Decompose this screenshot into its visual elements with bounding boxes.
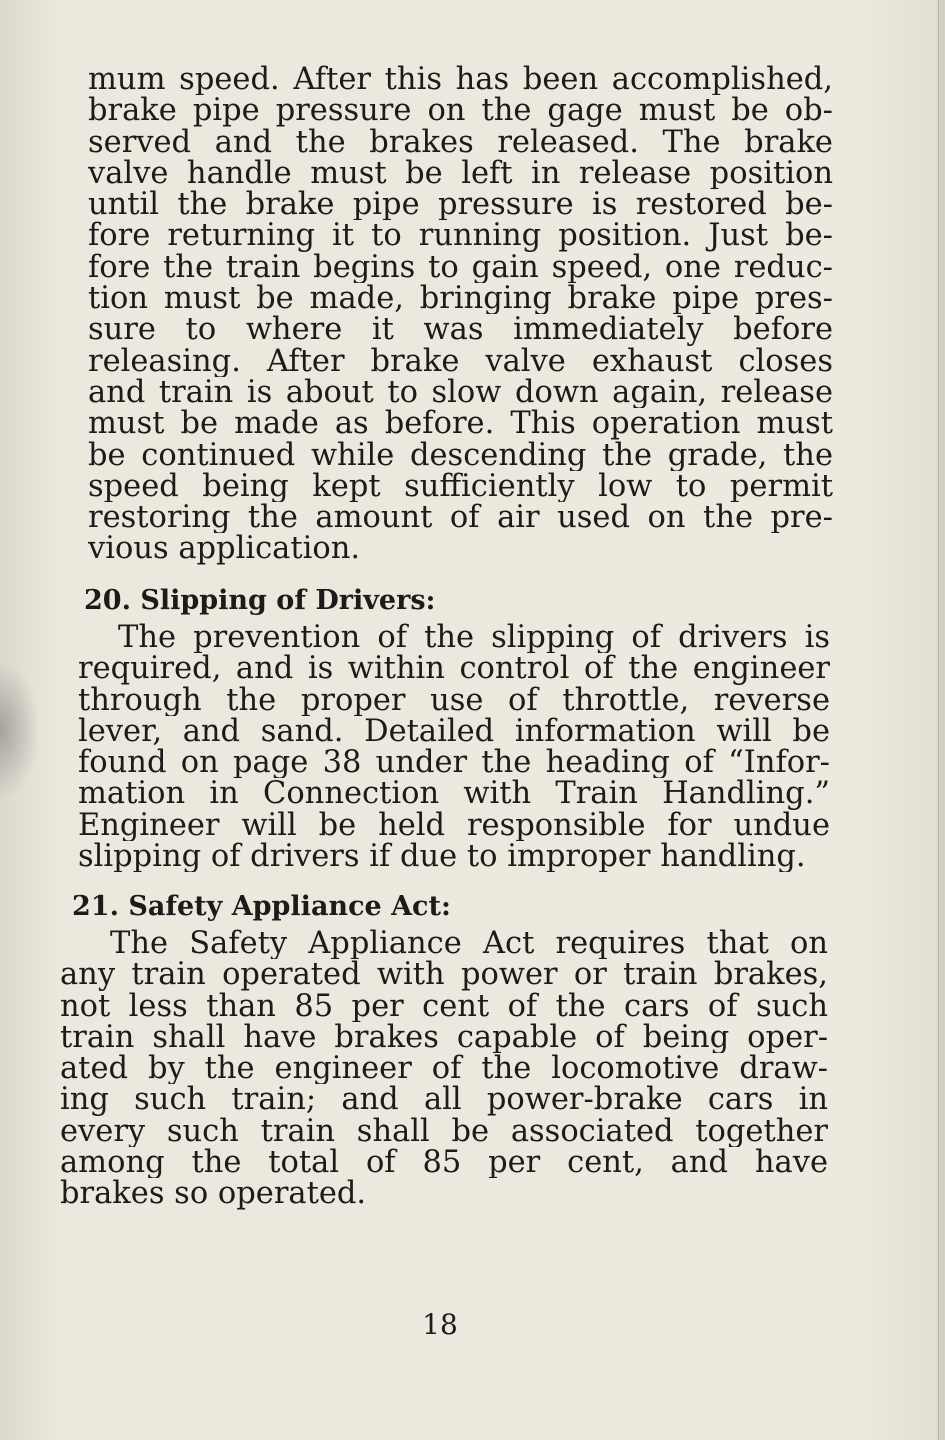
text-line: brake pipe pressure on the gage must be ob-: [88, 95, 833, 127]
text-line: must be made as before. This operation must: [88, 408, 833, 440]
text-line: fore returning it to running position. Just be-: [88, 220, 833, 252]
text-line: mation in Connection with Train Handling.”: [78, 778, 830, 810]
text-line: found on page 38 under the heading of “Infor-: [78, 747, 830, 779]
text-line: Engineer will be held responsible for undue: [78, 809, 830, 842]
text-line: through the proper use of throttle, reverse: [78, 684, 830, 716]
text-line: not less than 85 per cent of the cars of such: [60, 990, 828, 1022]
text-line: restoring the amount of air used on the pre-: [88, 502, 833, 534]
text-line: fore the train begins to gain speed, one reduc-: [88, 251, 833, 284]
text-line: slipping of drivers if due to improper handling.: [78, 841, 806, 873]
text-line: sure to where it was immediately before: [88, 314, 833, 346]
text-line: required, and is within control of the engineer: [78, 653, 830, 685]
section-21-body: [60, 928, 828, 1210]
text-line: brakes so operated.: [60, 1178, 367, 1210]
text-line: The prevention of the slipping of drivers is: [118, 622, 830, 654]
text-line: speed being kept sufficiently low to permit: [88, 470, 833, 503]
text-line: The Safety Appliance Act requires that on: [110, 928, 828, 960]
text-line: until the brake pipe pressure is restored be-: [88, 189, 833, 221]
page-number: 18: [422, 1308, 458, 1341]
section-21-heading: 21. Safety Appliance Act:: [72, 891, 451, 922]
text-line: any train operated with power or train brakes,: [60, 959, 828, 991]
text-line: tion must be made, bringing brake pipe pres-: [88, 283, 833, 315]
text-line: ated by the engineer of the locomotive draw-: [60, 1053, 828, 1085]
page-shadow: [0, 660, 40, 800]
section-20-body: [78, 622, 830, 872]
section-20-heading: 20. Slipping of Drivers:: [84, 585, 436, 616]
text-line: valve handle must be left in release position: [88, 157, 833, 190]
text-line: lever, and sand. Detailed information will be: [78, 715, 830, 748]
text-line: train shall have brakes capable of being oper-: [60, 1021, 828, 1054]
text-line: vious application.: [88, 533, 361, 565]
text-line: among the total of 85 per cent, and have: [60, 1147, 828, 1179]
text-line: served and the brakes released. The brake: [88, 126, 833, 158]
page-edge: [938, 0, 945, 1440]
text-line: mum speed. After this has been accomplished,: [88, 64, 833, 96]
text-line: and train is about to slow down again, release: [88, 376, 833, 409]
text-line: ing such train; and all power-brake cars in: [60, 1084, 828, 1116]
text-line: be continued while descending the grade, the: [88, 439, 833, 471]
text-line: every such train shall be associated together: [60, 1115, 828, 1148]
continued-paragraph: [88, 64, 833, 565]
text-line: releasing. After brake valve exhaust closes: [88, 345, 833, 377]
